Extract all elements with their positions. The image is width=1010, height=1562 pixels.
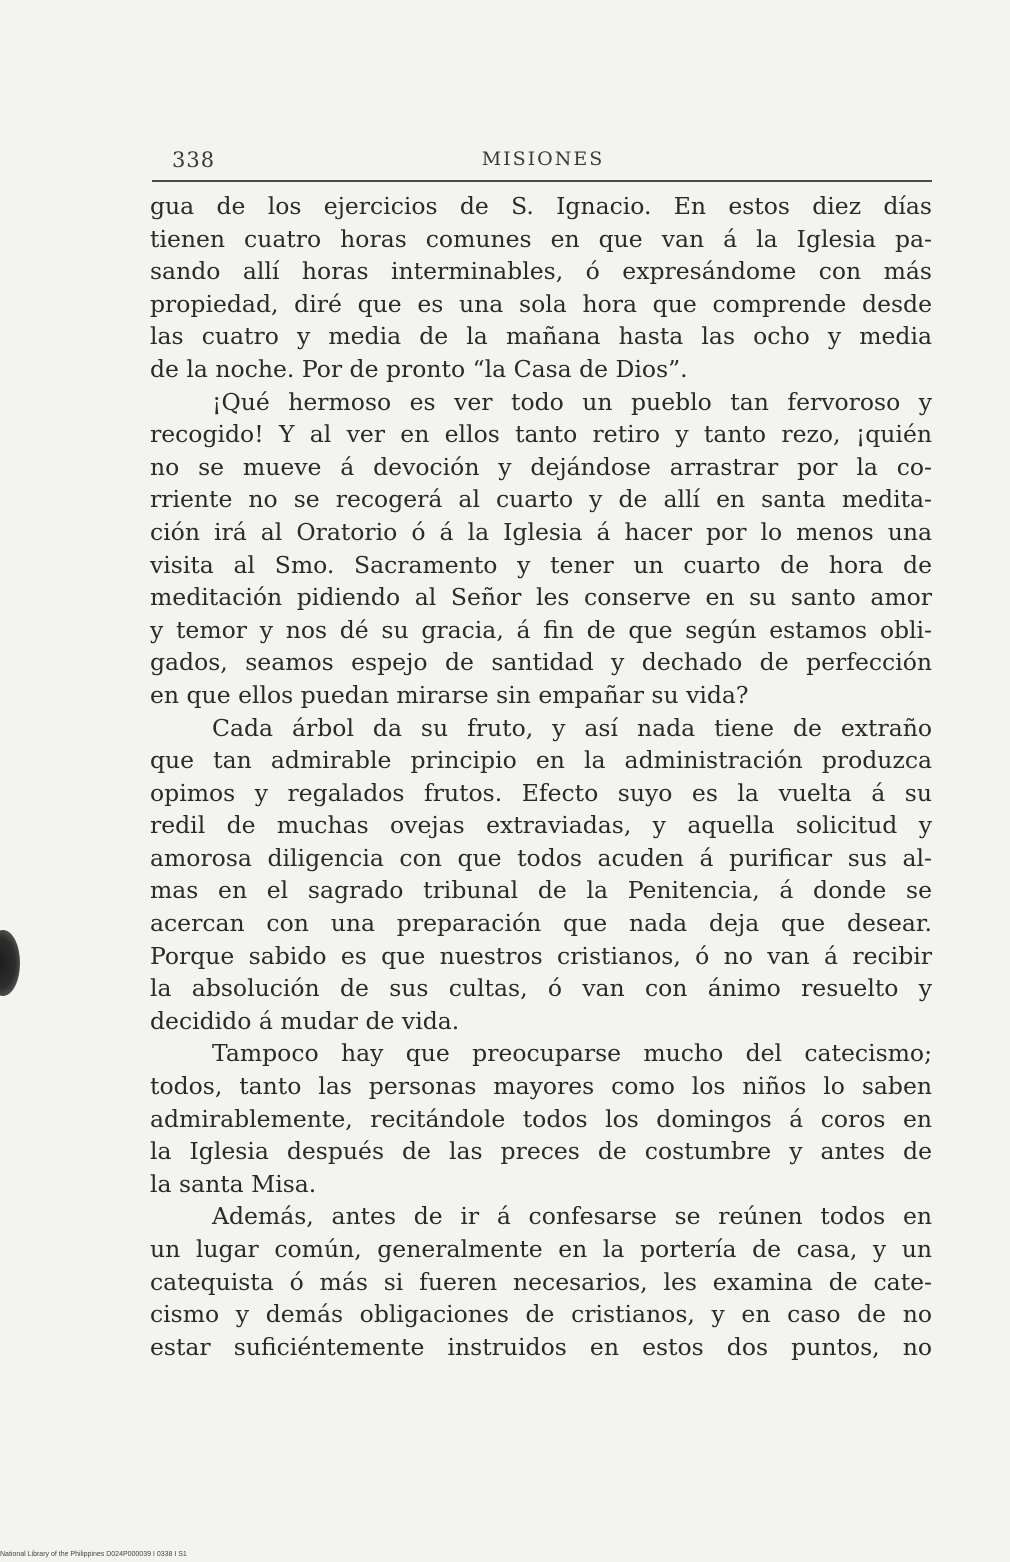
text-line: rriente no se recogerá al cuarto y de allí en santa medita- <box>150 485 932 514</box>
text-line: acercan con una preparación que nada deja que desear. <box>150 909 932 938</box>
text-line: Tampoco hay que preocuparse mucho del catecismo; <box>212 1039 932 1068</box>
paragraph <box>150 1200 932 1363</box>
running-head: MISIONES <box>481 148 605 170</box>
text-line: admirablemente, recitándole todos los domingos á coros en <box>150 1104 932 1133</box>
text-line: catequista ó más si fueren necesarios, les examina de cate- <box>150 1267 932 1296</box>
text-line: la Iglesia después de las preces de costumbre y antes de <box>150 1137 932 1166</box>
text-line: recogido! Y al ver en ellos tanto retiro y tanto rezo, ¡quién <box>150 420 932 449</box>
text-line: las cuatro y media de la mañana hasta las ocho y media <box>150 322 932 351</box>
paragraph <box>150 386 932 712</box>
body-text <box>150 190 932 1363</box>
text-line: en que ellos puedan mirarse sin empañar su vida? <box>150 680 749 709</box>
text-line: no se mueve á devoción y dejándose arrastrar por la co- <box>150 452 932 481</box>
text-line: decidido á mudar de vida. <box>150 1006 460 1035</box>
page-header <box>152 148 934 178</box>
text-line: amorosa diligencia con que todos acuden á purificar sus al- <box>150 843 932 872</box>
text-line: que tan admirable principio en la administración produzca <box>150 746 932 775</box>
paragraph <box>150 190 932 386</box>
text-line: mas en el sagrado tribunal de la Penitencia, á donde se <box>150 876 932 905</box>
text-line: todos, tanto las personas mayores como los niños lo saben <box>150 1072 932 1101</box>
text-line: sando allí horas interminables, ó expresándome con más <box>150 257 932 286</box>
text-line: visita al Smo. Sacramento y tener un cuarto de hora de <box>150 550 932 579</box>
text-line: gados, seamos espejo de santidad y dechado de perfección <box>150 648 932 677</box>
text-line: Porque sabido es que nuestros cristianos, ó no van á recibir <box>150 941 932 970</box>
text-line: un lugar común, generalmente en la portería de casa, y un <box>150 1235 932 1263</box>
text-line: meditación pidiendo al Señor les conserve en su santo amor <box>150 583 932 612</box>
text-line: gua de los ejercicios de S. Ignacio. En estos diez días <box>150 192 932 220</box>
paragraph <box>150 712 932 1038</box>
paragraph <box>150 1037 932 1200</box>
page-number: 338 <box>172 148 216 172</box>
scan-footer-caption: National Library of the Philippines D024P000039 I 0338 I S1 <box>0 1551 187 1558</box>
text-line: la santa Misa. <box>150 1169 317 1198</box>
text-line: Cada árbol da su fruto, y así nada tiene de extraño <box>212 713 932 742</box>
margin-thumb-mark <box>0 930 20 996</box>
text-line: la absolución de sus cultas, ó van con ánimo resuelto y <box>150 974 932 1003</box>
text-line: y temor y nos dé su gracia, á fin de que según estamos obli- <box>150 615 932 644</box>
text-line: opimos y regalados frutos. Efecto suyo es la vuelta á su <box>150 778 932 807</box>
text-line: Además, antes de ir á confesarse se reúnen todos en <box>212 1202 932 1231</box>
header-rule <box>152 180 932 182</box>
text-line: de la noche. Por de pronto “la Casa de Dios”. <box>150 354 688 383</box>
text-line: redil de muchas ovejas extraviadas, y aquella solicitud y <box>150 811 932 840</box>
text-line: propiedad, diré que es una sola hora que comprende desde <box>150 289 932 318</box>
text-line: ¡Qué hermoso es ver todo un pueblo tan fervoroso y <box>212 387 932 416</box>
text-line: estar suficiéntemente instruidos en estos dos puntos, no <box>150 1332 932 1361</box>
text-line: tienen cuatro horas comunes en que van á la Iglesia pa- <box>150 224 932 253</box>
text-line: cismo y demás obligaciones de cristianos, y en caso de no <box>150 1300 932 1329</box>
text-line: ción irá al Oratorio ó á la Iglesia á hacer por lo menos una <box>150 517 932 546</box>
